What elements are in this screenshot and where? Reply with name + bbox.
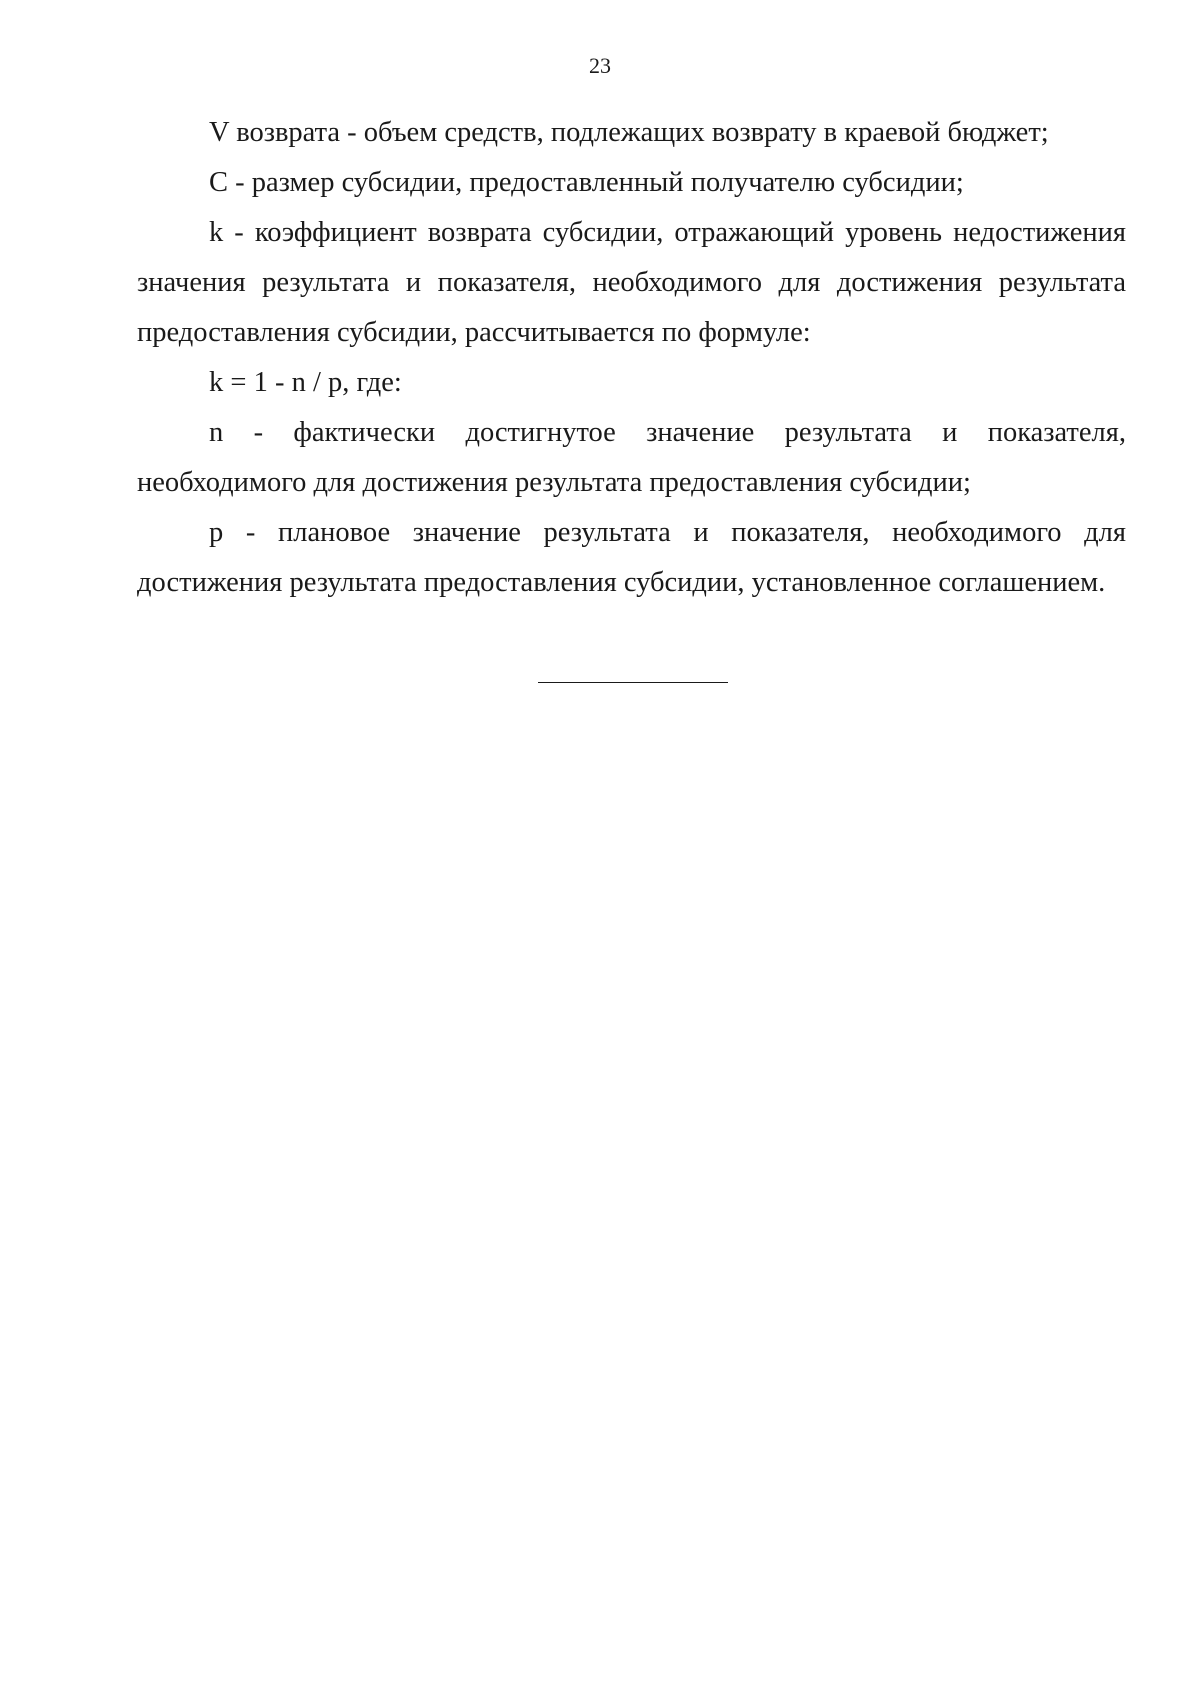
paragraph-k-coefficient: k - коэффициент возврата субсидии, отражающий уровень недостижения значения результата и показателя, необходимого для достижения результата предоставления субсидии, рассчитывается по формуле: [137, 217, 1126, 348]
document-body [137, 108, 1126, 608]
paragraph-v-return: V возврата - объем средств, подлежащих возврату в краевой бюджет; [209, 117, 1049, 148]
paragraph-formula: k = 1 - n / p, где: [209, 367, 402, 398]
page-number: 23 [589, 53, 611, 78]
paragraph-n-actual: n - фактически достигнутое значение результата и показателя, необходимого для достижения результата предоставления субсидии; [137, 417, 1126, 498]
end-of-document-rule [538, 682, 728, 683]
paragraph-c-subsidy-size: С - размер субсидии, предоставленный получателю субсидии; [209, 167, 964, 198]
paragraph-p-planned: p - плановое значение результата и показателя, необходимого для достижения результата предоставления субсидии, установленное соглашением. [137, 517, 1126, 598]
